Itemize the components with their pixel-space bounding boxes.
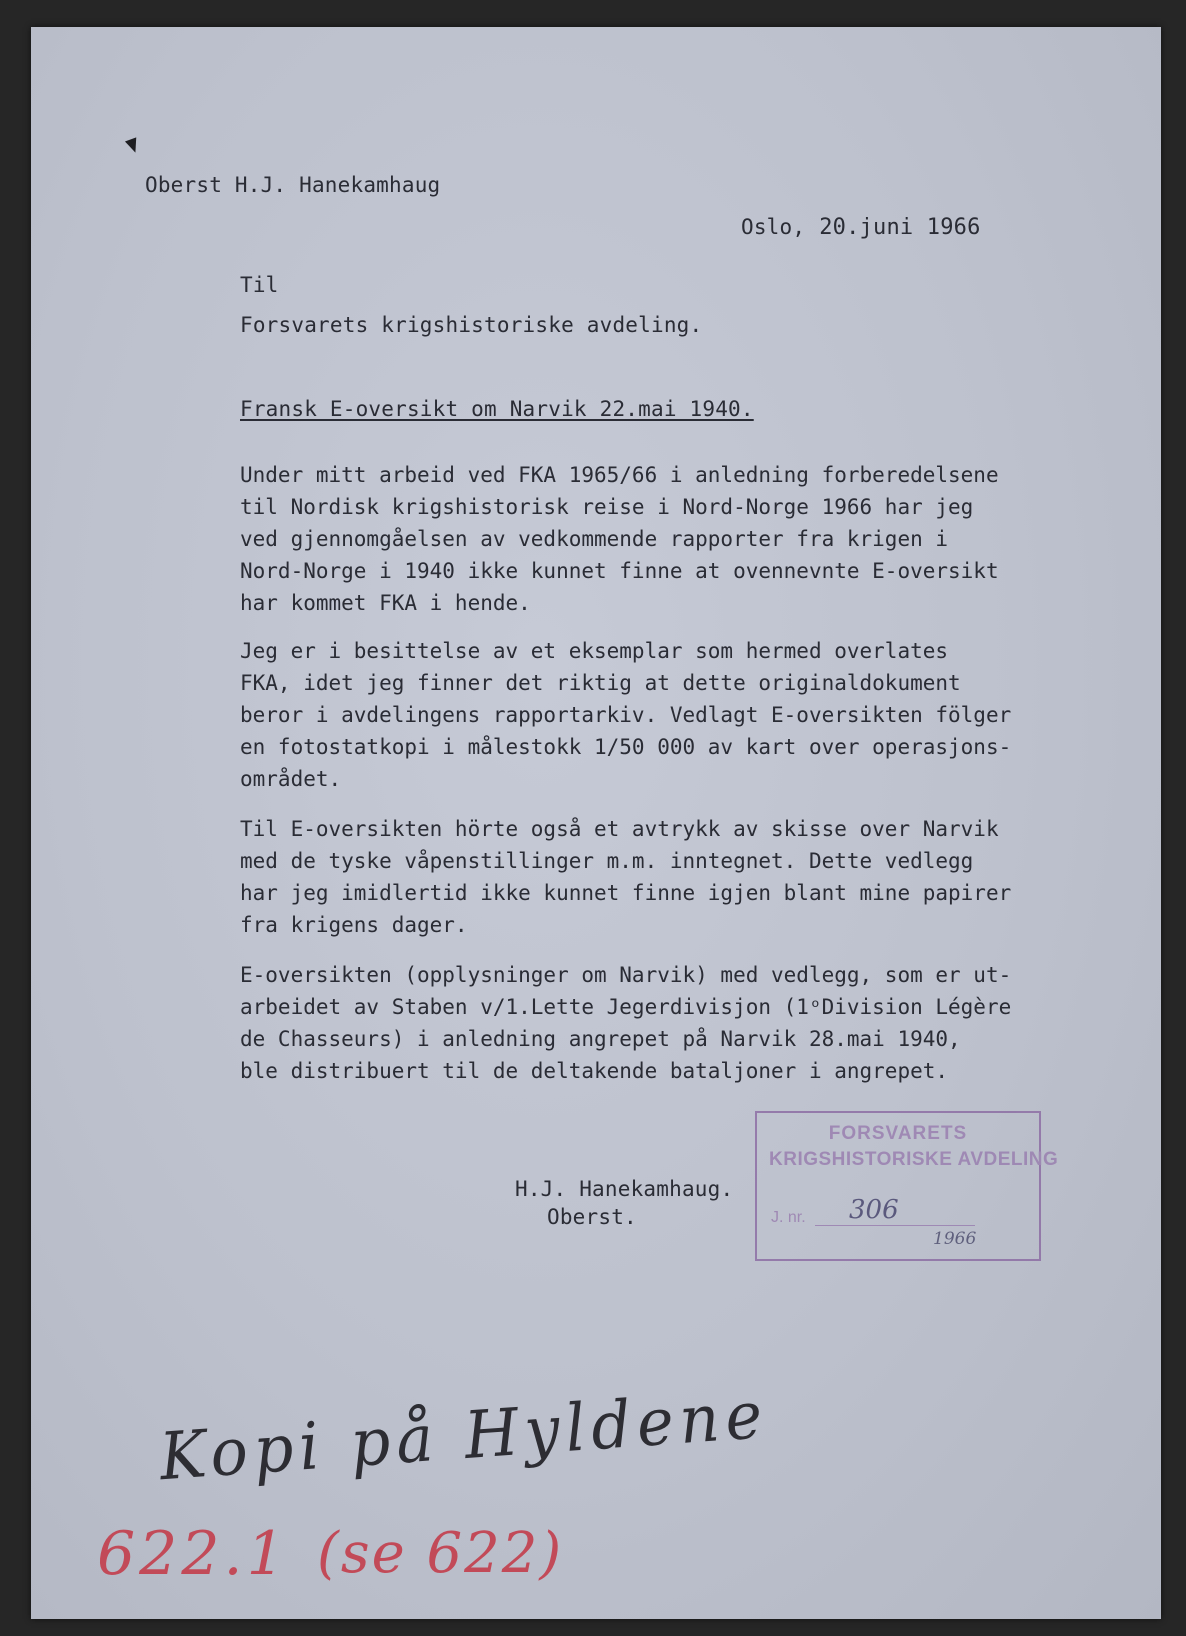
text-line: ble distribuert til de deltakende bataljoner i angrepet. bbox=[240, 1059, 949, 1083]
text-line: har jeg imidlertid ikke kunnet finne igjen blant mine papirer bbox=[240, 881, 1012, 905]
document-page bbox=[31, 27, 1161, 1619]
text-line: ved gjennomgåelsen av vedkommende rapporter fra krigen i bbox=[240, 527, 949, 551]
handwritten-archive-number: 622.1 bbox=[97, 1519, 289, 1589]
text-line: til Nordisk krigshistorisk reise i Nord-Norge 1966 har jeg bbox=[240, 495, 974, 519]
text-line: E-oversikten (opplysninger om Narvik) med vedlegg, som er ut- bbox=[240, 963, 1012, 987]
signature-title: Oberst. bbox=[547, 1205, 637, 1229]
text-line: fra krigens dager. bbox=[240, 913, 468, 937]
text-line: de Chasseurs) i anledning angrepet på Narvik 28.mai 1940, bbox=[240, 1027, 961, 1051]
text-line: har kommet FKA i hende. bbox=[240, 591, 531, 615]
stamp-line-2: KRIGSHISTORISKE AVDELING bbox=[769, 1149, 1059, 1170]
stamp-jnr-label: J. nr. bbox=[771, 1209, 806, 1226]
text-line: FKA, idet jeg finner det riktig at dette originaldokument bbox=[240, 671, 961, 695]
recipient-line: Til bbox=[240, 273, 279, 297]
recipient-line: Forsvarets krigshistoriske avdeling. bbox=[240, 313, 703, 337]
text-line: en fotostatkopi i målestokk 1/50 000 av kart over operasjons- bbox=[240, 735, 1012, 759]
handwritten-note: Kopi på Hyldene bbox=[157, 1376, 771, 1495]
archive-stamp bbox=[755, 1111, 1059, 1261]
recipient-block bbox=[240, 265, 702, 345]
text-line: med de tyske våpenstillinger m.m. inntegnet. Dette vedlegg bbox=[240, 849, 974, 873]
sender-line: Oberst H.J. Hanekamhaug bbox=[145, 173, 441, 197]
text-line: Jeg er i besittelse av et eksemplar som hermed overlates bbox=[240, 639, 949, 663]
text-line: Til E-oversikten hörte også et avtrykk av skisse over Narvik bbox=[240, 817, 999, 841]
city: Oslo, bbox=[741, 215, 806, 239]
subject-line: Fransk E-oversikt om Narvik 22.mai 1940. bbox=[240, 397, 754, 421]
text-line: beror i avdelingens rapportarkiv. Vedlagt E-oversikten fölger bbox=[240, 703, 1012, 727]
stamp-year: 1966 bbox=[933, 1229, 977, 1249]
paragraph-4 bbox=[240, 959, 1011, 1087]
punch-mark bbox=[125, 137, 141, 154]
date-line bbox=[741, 215, 981, 240]
text-line: Under mitt arbeid ved FKA 1965/66 i anledning forberedelsene bbox=[240, 463, 999, 487]
signature-name: H.J. Hanekamhaug. bbox=[515, 1177, 734, 1201]
paragraph-1 bbox=[240, 459, 999, 619]
stamp-line-1: FORSVARETS bbox=[828, 1123, 968, 1144]
text-line: arbeidet av Staben v/1.Lette Jegerdivisjon (1ᵒDivision Légère bbox=[240, 995, 1012, 1019]
paragraph-3 bbox=[240, 813, 1011, 941]
text-line: Nord-Norge i 1940 ikke kunnet finne at ovennevnte E-oversikt bbox=[240, 559, 999, 583]
text-line: området. bbox=[240, 767, 342, 791]
stamp-jnr-value: 306 bbox=[849, 1195, 899, 1225]
stamp-jnr-line bbox=[815, 1225, 975, 1226]
signature-block bbox=[515, 1175, 733, 1231]
handwritten-reference: (se 622) bbox=[317, 1521, 564, 1586]
paragraph-2 bbox=[240, 635, 1011, 795]
letter-date: 20.juni 1966 bbox=[819, 215, 981, 240]
